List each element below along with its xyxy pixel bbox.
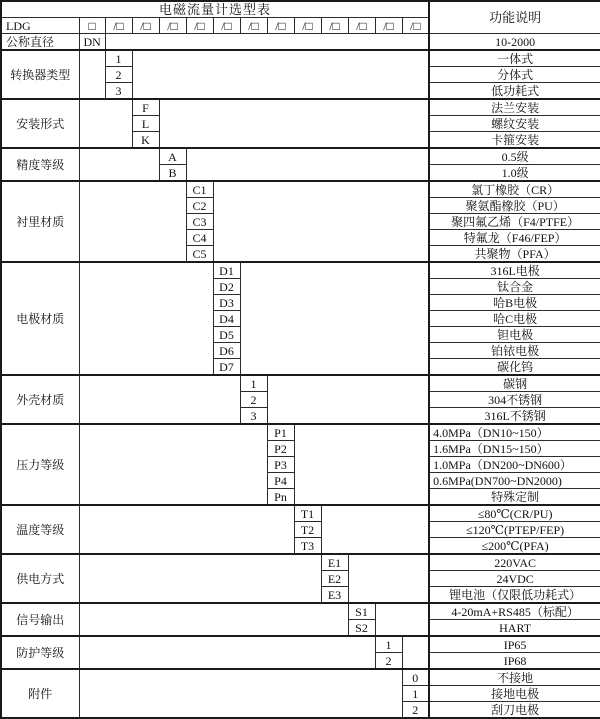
option-code: T1: [294, 505, 321, 522]
option-desc: 聚氨酯橡胶（PU）: [429, 198, 600, 214]
group-label-accessory: 附件: [1, 669, 79, 718]
group-label-converter-type: 转换器类型: [1, 50, 79, 99]
model-slot: /□: [186, 18, 213, 34]
option-code: 3: [240, 408, 267, 425]
spacer: [79, 99, 132, 148]
option-desc: 接地电极: [429, 686, 600, 702]
option-code: C4: [186, 230, 213, 246]
option-desc: 哈B电极: [429, 295, 600, 311]
spacer: [213, 181, 429, 262]
option-desc: 哈C电极: [429, 311, 600, 327]
option-code: A: [159, 148, 186, 165]
option-desc: 1.6MPa（DN15~150）: [429, 441, 600, 457]
option-desc: 316L不锈钢: [429, 408, 600, 425]
table-title: 电磁流量计选型表: [1, 1, 429, 18]
group-label-accuracy: 精度等级: [1, 148, 79, 181]
spacer: [79, 554, 321, 603]
option-desc: 1.0MPa（DN200~DN600）: [429, 457, 600, 473]
spacer: [267, 375, 429, 424]
option-code: B: [159, 165, 186, 182]
option-desc: 220VAC: [429, 554, 600, 571]
model-slot: /□: [132, 18, 159, 34]
model-prefix: LDG: [1, 18, 79, 34]
model-slot: /□: [375, 18, 402, 34]
option-desc: 1.0级: [429, 165, 600, 182]
spacer: [79, 148, 159, 181]
option-desc: 法兰安装: [429, 99, 600, 116]
spacer: [159, 99, 429, 148]
option-desc: ≤120℃(PTEP/FEP): [429, 522, 600, 538]
option-code: E3: [321, 587, 348, 604]
spacer: [79, 603, 348, 636]
option-code: P3: [267, 457, 294, 473]
group-label-lining: 衬里材质: [1, 181, 79, 262]
option-code: D6: [213, 343, 240, 359]
spacer: [105, 34, 429, 51]
group-label-protection: 防护等级: [1, 636, 79, 669]
spacer: [132, 50, 429, 99]
model-slot: /□: [240, 18, 267, 34]
option-desc: 碳化钨: [429, 359, 600, 376]
group-label-electrode: 电极材质: [1, 262, 79, 375]
option-code: 0: [402, 669, 429, 686]
option-desc: 0.6MPa(DN700~DN2000): [429, 473, 600, 489]
model-slot: /□: [321, 18, 348, 34]
model-slot: /□: [159, 18, 186, 34]
option-desc: HART: [429, 620, 600, 637]
spacer: [240, 262, 429, 375]
option-desc: 钛合金: [429, 279, 600, 295]
option-desc: 316L电极: [429, 262, 600, 279]
option-code: 1: [375, 636, 402, 653]
function-header: 功能说明: [429, 1, 600, 34]
model-slot: /□: [348, 18, 375, 34]
group-label-pressure: 压力等级: [1, 424, 79, 505]
spacer: [79, 375, 240, 424]
option-desc: 特氟龙（F46/FEP）: [429, 230, 600, 246]
option-code: E2: [321, 571, 348, 587]
option-desc: ≤80℃(CR/PU): [429, 505, 600, 522]
option-code: D3: [213, 295, 240, 311]
group-label-housing: 外壳材质: [1, 375, 79, 424]
option-code: D1: [213, 262, 240, 279]
option-desc: ≤200℃(PFA): [429, 538, 600, 555]
option-desc: 聚四氟乙烯（F4/PTFE）: [429, 214, 600, 230]
option-desc: 碳钢: [429, 375, 600, 392]
option-desc: 特殊定制: [429, 489, 600, 506]
spacer: [79, 424, 267, 505]
model-slot: /□: [267, 18, 294, 34]
model-box: □: [79, 18, 105, 34]
model-slot: /□: [105, 18, 132, 34]
spacer: [294, 424, 429, 505]
spacer: [79, 636, 375, 669]
option-code: 2: [240, 392, 267, 408]
option-desc: 铂铱电极: [429, 343, 600, 359]
group-label-diameter: 公称直径: [1, 34, 79, 51]
option-code: 3: [105, 83, 132, 100]
option-desc: IP68: [429, 653, 600, 670]
option-code: 1: [240, 375, 267, 392]
spacer: [375, 603, 429, 636]
group-label-install-form: 安装形式: [1, 99, 79, 148]
model-slot: /□: [294, 18, 321, 34]
option-code: 2: [402, 702, 429, 719]
option-code: 2: [105, 67, 132, 83]
option-code: P4: [267, 473, 294, 489]
option-desc: 一体式: [429, 50, 600, 67]
option-desc: 刮刀电极: [429, 702, 600, 719]
spacer: [79, 505, 294, 554]
option-desc: 螺纹安装: [429, 116, 600, 132]
group-label-power: 供电方式: [1, 554, 79, 603]
option-desc: 24VDC: [429, 571, 600, 587]
option-desc: 4.0MPa（DN10~150）: [429, 424, 600, 441]
spacer: [321, 505, 429, 554]
spacer: [348, 554, 429, 603]
option-code: Pn: [267, 489, 294, 506]
option-code: C1: [186, 181, 213, 198]
spacer: [186, 148, 429, 181]
option-code: T2: [294, 522, 321, 538]
option-code: D4: [213, 311, 240, 327]
option-code: DN: [79, 34, 105, 51]
option-code: D2: [213, 279, 240, 295]
spacer: [79, 669, 402, 718]
option-desc: 低功耗式: [429, 83, 600, 100]
option-code: C2: [186, 198, 213, 214]
group-label-signal: 信号输出: [1, 603, 79, 636]
option-code: S2: [348, 620, 375, 637]
option-code: E1: [321, 554, 348, 571]
option-code: C3: [186, 214, 213, 230]
option-desc: 氯丁橡胶（CR）: [429, 181, 600, 198]
spacer: [402, 636, 429, 669]
model-slot: /□: [213, 18, 240, 34]
option-desc: 0.5级: [429, 148, 600, 165]
spacer: [79, 181, 186, 262]
option-desc: 锂电池（仅限低功耗式）: [429, 587, 600, 604]
group-label-temperature: 温度等级: [1, 505, 79, 554]
spacer: [79, 50, 105, 99]
option-desc: 钽电极: [429, 327, 600, 343]
option-desc: 10-2000: [429, 34, 600, 51]
option-code: D5: [213, 327, 240, 343]
option-code: C5: [186, 246, 213, 263]
option-desc: IP65: [429, 636, 600, 653]
option-desc: 分体式: [429, 67, 600, 83]
model-slot: /□: [402, 18, 429, 34]
option-code: S1: [348, 603, 375, 620]
option-desc: 不接地: [429, 669, 600, 686]
option-code: T3: [294, 538, 321, 555]
option-code: 1: [105, 50, 132, 67]
option-code: 2: [375, 653, 402, 670]
option-desc: 卡箍安装: [429, 132, 600, 149]
option-code: K: [132, 132, 159, 149]
option-code: P2: [267, 441, 294, 457]
option-code: P1: [267, 424, 294, 441]
option-code: 1: [402, 686, 429, 702]
option-desc: 4-20mA+RS485（标配）: [429, 603, 600, 620]
option-code: L: [132, 116, 159, 132]
option-desc: 共聚物（PFA）: [429, 246, 600, 263]
option-desc: 304不锈钢: [429, 392, 600, 408]
option-code: D7: [213, 359, 240, 376]
spacer: [79, 262, 213, 375]
option-code: F: [132, 99, 159, 116]
